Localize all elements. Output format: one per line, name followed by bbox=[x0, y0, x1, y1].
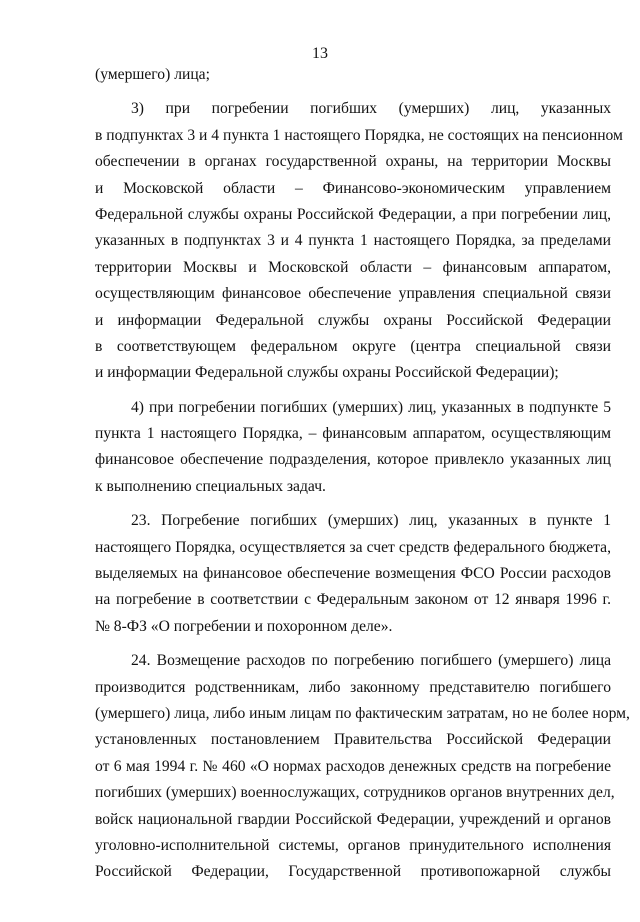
paragraph bbox=[95, 508, 611, 640]
text-line: производится родственникам, либо законному представителю погибшего bbox=[95, 678, 611, 696]
text-line: от 6 мая 1994 г. № 460 «О нормах расходов денежных средств на погребение bbox=[95, 757, 611, 775]
document-body bbox=[95, 62, 630, 886]
text-line: (умершего) лица, либо иным лицам по фактическим затратам, но не более норм, bbox=[95, 704, 630, 722]
text-line: на погребение в соответствии с Федеральным законом от 12 января 1996 г. bbox=[95, 591, 611, 609]
paragraph bbox=[95, 96, 623, 386]
text-line: (умершего) лица; bbox=[95, 66, 210, 83]
text-line: 4) при погребении погибших (умерших) лиц, указанных в подпункте 5 bbox=[131, 398, 611, 416]
paragraph-gap bbox=[95, 88, 611, 96]
paragraph-gap bbox=[95, 640, 611, 648]
paragraph-gap bbox=[95, 500, 611, 508]
text-line: войск национальной гвардии Российской Федерации, учреждений и органов bbox=[95, 810, 611, 828]
text-line: настоящего Порядка, осуществляется за счет средств федерального бюджета, bbox=[95, 538, 611, 556]
text-line: и информации Федеральной службы охраны Российской Федерации bbox=[95, 311, 611, 329]
text-line: погибших (умерших) военнослужащих, сотрудников органов внутренних дел, bbox=[95, 784, 615, 802]
paragraph bbox=[95, 648, 630, 886]
text-line: осуществляющим финансовое обеспечение управления специальной связи bbox=[95, 285, 611, 303]
text-line: Федеральной службы охраны Российской Федерации, а при погребении лиц, bbox=[95, 205, 611, 223]
text-line: пункта 1 настоящего Порядка, – финансовым аппаратом, осуществляющим bbox=[95, 425, 611, 443]
paragraph bbox=[95, 395, 611, 501]
text-line: указанных в подпунктах 3 и 4 пункта 1 настоящего Порядка, за пределами bbox=[95, 232, 611, 250]
text-line: в соответствующем федеральном округе (центра специальной связи bbox=[95, 337, 611, 355]
text-line: обеспечении в органах государственной охраны, на территории Москвы bbox=[95, 153, 611, 171]
text-line: и информации Федеральной службы охраны Российской Федерации); bbox=[95, 364, 559, 382]
text-line: финансовое обеспечение подразделения, которое привлекло указанных лиц bbox=[95, 451, 611, 469]
text-line: уголовно-исполнительной системы, органов принудительного исполнения bbox=[95, 836, 611, 854]
text-line: 24. Возмещение расходов по погребению погибшего (умершего) лица bbox=[131, 652, 611, 670]
paragraph bbox=[95, 62, 611, 88]
text-line: к выполнению специальных задач. bbox=[95, 477, 326, 495]
text-line: № 8-ФЗ «О погребении и похоронном деле». bbox=[95, 617, 393, 635]
text-line: и Московской области – Финансово-экономическим управлением bbox=[95, 179, 611, 197]
page-number: 13 bbox=[312, 45, 328, 62]
text-line: Российской Федерации, Государственной противопожарной службы bbox=[95, 863, 611, 881]
text-line: установленных постановлением Правительства Российской Федерации bbox=[95, 731, 611, 749]
text-line: выделяемых на финансовое обеспечение возмещения ФСО России расходов bbox=[95, 565, 611, 583]
text-line: территории Москвы и Московской области – финансовым аппаратом, bbox=[95, 258, 611, 276]
paragraph-gap bbox=[95, 387, 611, 395]
text-line: в подпунктах 3 и 4 пункта 1 настоящего Порядка, не состоящих на пенсионном bbox=[95, 126, 623, 144]
text-line: 3) при погребении погибших (умерших) лиц, указанных bbox=[131, 100, 611, 118]
text-line: 23. Погребение погибших (умерших) лиц, указанных в пункте 1 bbox=[131, 512, 611, 530]
